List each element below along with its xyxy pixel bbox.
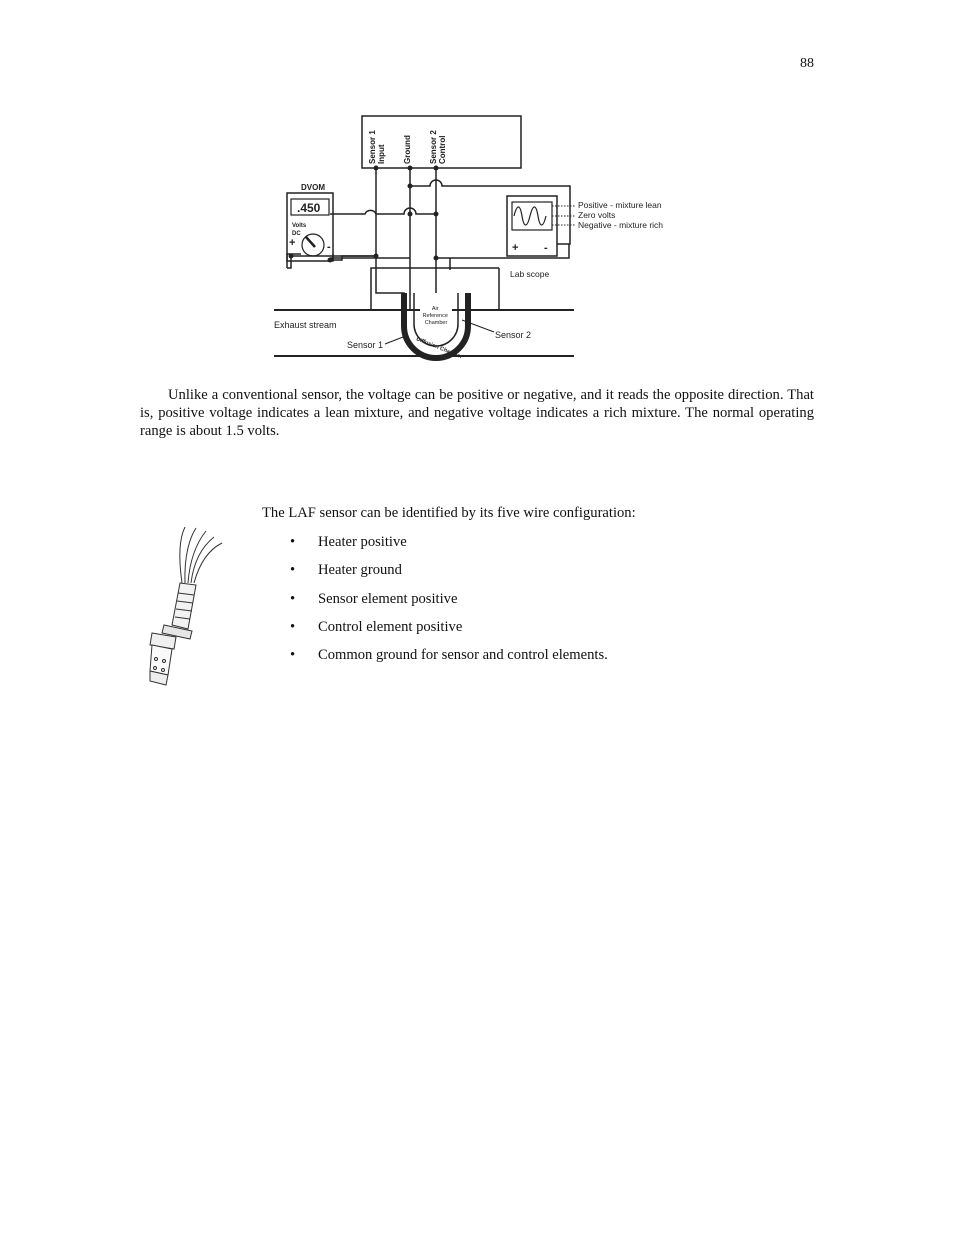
page-number: 88	[800, 56, 814, 71]
voltage-explanation-paragraph: Unlike a conventional sensor, the voltage can be positive or negative, and it reads the opposite direction. That is, positive voltage indicates a lean mixture, and negative voltage indicates a rich mixture. The normal operating range is about 1.5 volts.	[140, 387, 814, 439]
list-item-text: Heater positive	[318, 534, 407, 550]
bullet-icon: •	[290, 590, 296, 607]
wire-configuration-list	[290, 534, 608, 675]
diffusion-chamber-label: Diffusion Chamber	[415, 336, 464, 361]
air-reference-chamber-label: Air Reference Chamber	[422, 306, 448, 326]
connector-label-sensor2: Sensor 2 Control	[429, 130, 447, 164]
scope-legend-zero: Zero volts	[578, 210, 616, 220]
svg-text:-: -	[544, 242, 548, 254]
bullet-icon: •	[290, 562, 296, 579]
list-item	[290, 619, 608, 647]
dvom-label: DVOM	[301, 183, 325, 192]
laf-intro-text: The LAF sensor can be identified by its five wire configuration:	[262, 505, 636, 521]
list-item	[290, 591, 608, 619]
list-item	[290, 562, 608, 590]
list-item-text: Common ground for sensor and control elements.	[318, 647, 608, 664]
bullet-icon: •	[290, 618, 296, 635]
svg-text:Volts: Volts	[292, 223, 307, 229]
svg-text:-: -	[327, 241, 331, 253]
list-item-text: Sensor element positive	[318, 590, 458, 607]
sensor2-label: Sensor 2	[495, 330, 532, 340]
wiring	[287, 168, 570, 310]
svg-text:DC: DC	[292, 231, 301, 237]
laf-sensor-wiring-diagram	[270, 110, 690, 365]
list-item-text: Heater ground	[318, 562, 402, 579]
connector-label-ground: Ground	[403, 135, 412, 164]
bullet-icon: •	[290, 534, 296, 550]
laf-sensor-illustration	[138, 525, 233, 690]
list-item	[290, 647, 608, 675]
connector-label-sensor1: Sensor 1 Input	[368, 130, 386, 164]
dvom-reading: .450	[297, 201, 321, 215]
bullet-icon: •	[290, 647, 296, 664]
exhaust-stream-label: Exhaust stream	[274, 320, 337, 330]
lab-scope-label: Lab scope	[510, 269, 550, 279]
scope-legend-lean: Positive - mixture lean	[578, 200, 662, 210]
sensor1-label: Sensor 1	[347, 340, 384, 350]
svg-text:+: +	[512, 242, 519, 254]
list-item	[290, 534, 608, 562]
scope-legend-rich: Negative - mixture rich	[578, 220, 664, 230]
list-item-text: Control element positive	[318, 618, 463, 635]
svg-text:+: +	[289, 237, 296, 249]
